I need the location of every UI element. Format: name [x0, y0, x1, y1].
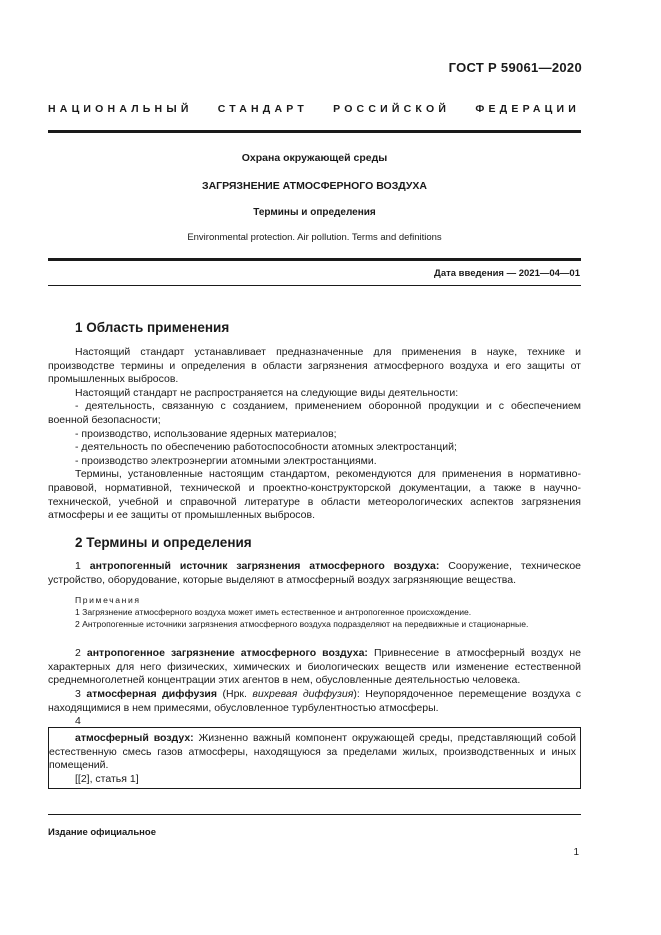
section1-p3: Термины, установленные настоящим стандартом, рекомендуются для применения в нормативно-правовой, нормативной, технической и проектно-конструкторской документации, а также в научно-технической, учебной и справочной литературе в области метеорологических аспектов загрязнения атмосферы и ее защиты от промышленных выбросов. — [48, 468, 581, 522]
term-2 — [48, 647, 581, 688]
section1-p2: Настоящий стандарт не распространяется на следующие виды деятельности: — [75, 386, 459, 399]
list-item: - производство, использование ядерных материалов; — [75, 427, 337, 440]
term-alt: вихревая диффузия — [252, 688, 354, 700]
notes-block — [48, 594, 581, 630]
term-definition: Неупорядоченное перемещение воздуха с находящимися в нем примесями, обусловленное турбулентностью атмосферы. — [48, 688, 582, 714]
page-number: 1 — [573, 847, 579, 858]
title-group: Охрана окружающей среды — [241, 152, 388, 164]
section1-p1: Настоящий стандарт устанавливает предназначенные для применения в науке, технике и производстве термины и определения в области загрязнения атмосферного воздуха и его защиты от промышленных выбросов. — [48, 346, 581, 386]
quoted-definition-box — [48, 727, 581, 789]
note-item: 1 Загрязнение атмосферного воздуха может иметь естественное и антропогенное происхождение. — [75, 607, 472, 617]
term-definition: Привнесение в атмосферный воздух не характерных для него физических, химических и биологических веществ или изменение естественной среднемноголетней концентрации этих агентов в нем, обусловленные деятельностью человека. — [48, 647, 581, 687]
term-definition: Сооружение, техническое устройство, оборудование, которые выделяют в атмосферный воздух загрязняющие вещества. — [48, 560, 581, 586]
notes-label: Примечания — [75, 595, 141, 605]
title-english: Environmental protection. Air pollution. Terms and definitions — [187, 232, 442, 243]
standard-code: ГОСТ Р 59061—2020 — [448, 60, 582, 75]
term-name: атмосферный воздух: — [75, 732, 194, 744]
term-3 — [48, 688, 581, 729]
term-number: 3 — [75, 688, 81, 700]
footer-rule — [48, 814, 581, 815]
section2-heading: 2 Термины и определения — [75, 535, 252, 550]
term-number: 2 — [75, 647, 81, 659]
term-name: атмосферная диффузия — [86, 688, 217, 700]
title-bottom-rule — [48, 258, 581, 261]
national-standard-banner: НАЦИОНАЛЬНЫЙ СТАНДАРТ РОССИЙСКОЙ ФЕДЕРАЦИИ — [48, 103, 580, 115]
edition-label: Издание официальное — [48, 827, 156, 838]
term-number: 1 — [75, 560, 81, 572]
term-number: 4 — [75, 715, 81, 728]
source-reference: [[2], статья 1] — [75, 772, 139, 785]
term-alt-suffix: ): — [353, 688, 360, 700]
section1-body — [48, 346, 581, 523]
introduction-date: Дата введения — 2021—04—01 — [434, 268, 580, 279]
term-name: антропогенный источник загрязнения атмосферного воздуха: — [89, 560, 440, 572]
date-rule — [48, 285, 581, 286]
term-alt-prefix: (Нрк. — [222, 688, 247, 700]
term-name: антропогенное загрязнение атмосферного воздуха: — [86, 647, 368, 659]
term-1 — [48, 560, 581, 587]
title-main: ЗАГРЯЗНЕНИЕ АТМОСФЕРНОГО ВОЗДУХА — [202, 180, 427, 192]
list-item: - деятельность, связанную с созданием, применением оборонной продукции и с обеспечением военной безопасности; — [48, 400, 581, 426]
title-sub: Термины и определения — [253, 207, 376, 218]
section1-heading: 1 Область применения — [75, 320, 230, 335]
top-rule — [48, 130, 581, 133]
list-item: - производство электроэнергии атомными электростанциями. — [75, 454, 377, 467]
note-item: 2 Антропогенные источники загрязнения атмосферного воздуха подразделяют на передвижные и стационарные. — [75, 619, 529, 629]
list-item: - деятельность по обеспечению работоспособности атомных электростанций; — [75, 441, 457, 454]
term-definition: Жизненно важный компонент окружающей среды, представляющий собой естественную смесь газов атмосферы, находящуюся за пределами жилых, производственных и иных помещений. — [49, 732, 576, 772]
